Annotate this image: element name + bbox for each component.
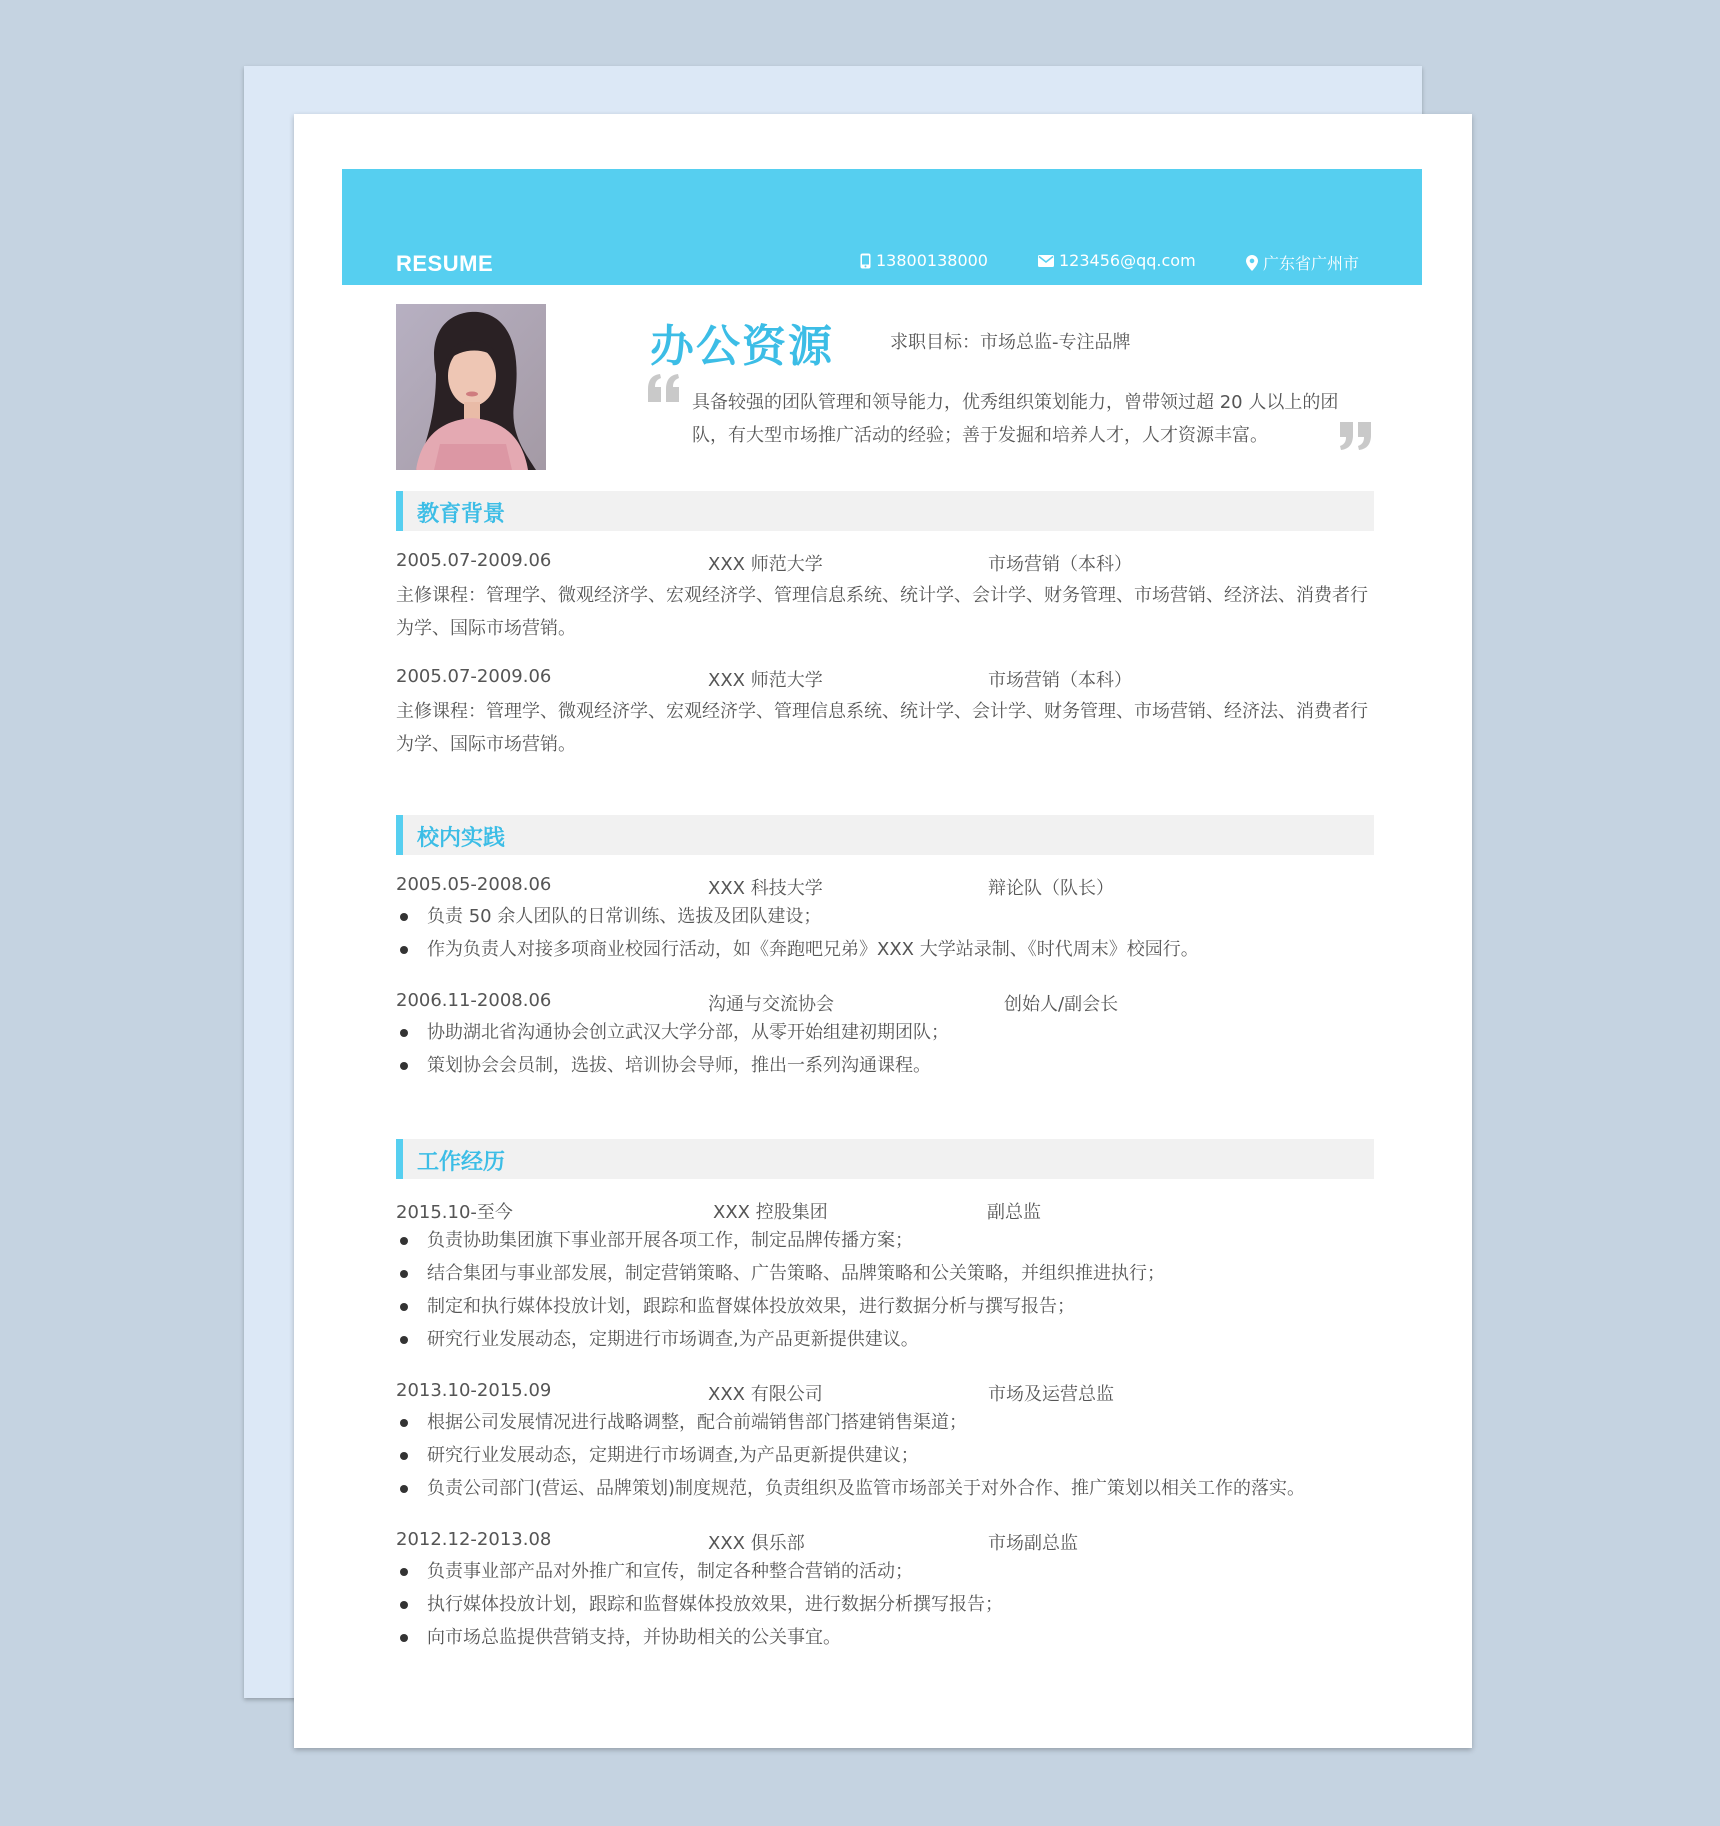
entry-org: 沟通与交流协会	[708, 994, 834, 1015]
entry-period: 2005.07-2009.06	[396, 666, 552, 687]
entry-period: 2015.10-至今	[396, 1202, 513, 1223]
location-text: 广东省广州市	[1263, 254, 1360, 273]
education-entry-1	[396, 550, 1376, 576]
campus-duties-2	[396, 1016, 1376, 1082]
job-objective: 求职目标：市场总监-专注品牌	[890, 332, 1131, 353]
entry-role: 创始人/副会长	[1004, 994, 1119, 1015]
work-entry-1	[396, 1198, 1376, 1224]
list-item: 作为负责人对接多项商业校园行活动，如《奔跑吧兄弟》XXX 大学站录制、《时代周末》校园行。	[396, 933, 1376, 966]
entry-company: XXX 控股集团	[713, 1202, 828, 1223]
campus-duties-1	[396, 900, 1376, 966]
work-entry-2	[396, 1380, 1376, 1406]
resume-label: RESUME	[396, 251, 494, 276]
list-item: 负责公司部门(营运、品牌策划)制度规范，负责组织及监管市场部关于对外合作、推广策划以相关工作的落实。	[396, 1472, 1376, 1505]
work-duties-2	[396, 1406, 1376, 1505]
list-item: 向市场总监提供营销支持，并协助相关的公关事宜。	[396, 1621, 1376, 1654]
location-pin-icon	[1246, 255, 1258, 271]
entry-company: XXX 有限公司	[708, 1384, 823, 1405]
entry-company: XXX 俱乐部	[708, 1533, 805, 1554]
list-item: 协助湖北省沟通协会创立武汉大学分部，从零开始组建初期团队；	[396, 1016, 1376, 1049]
list-item: 负责事业部产品对外推广和宣传，制定各种整合营销的活动；	[396, 1555, 1376, 1588]
campus-entry-2	[396, 990, 1376, 1016]
profile-summary: 具备较强的团队管理和领导能力，优秀组织策划能力，曾带领过超 20 人以上的团队，有大型市场推广活动的经验；善于发掘和培养人才，人才资源丰富。	[692, 392, 1339, 446]
contact-email	[1038, 251, 1196, 270]
list-item: 策划协会会员制，选拔、培训协会导师，推出一系列沟通课程。	[396, 1049, 1376, 1082]
section-title: 教育背景	[417, 502, 506, 527]
entry-school: XXX 师范大学	[708, 554, 823, 575]
quote-open-icon	[648, 374, 680, 402]
list-item: 负责协助集团旗下事业部开展各项工作，制定品牌传播方案；	[396, 1224, 1376, 1257]
list-item: 研究行业发展动态，定期进行市场调查,为产品更新提供建议；	[396, 1439, 1376, 1472]
list-item: 执行媒体投放计划，跟踪和监督媒体投放效果，进行数据分析撰写报告；	[396, 1588, 1376, 1621]
entry-major: 市场营销（本科）	[988, 670, 1132, 691]
phone-icon	[860, 253, 871, 269]
work-duties-1	[396, 1224, 1376, 1356]
email-text: 123456@qq.com	[1059, 251, 1196, 270]
list-item: 根据公司发展情况进行战略调整，配合前端销售部门搭建销售渠道；	[396, 1406, 1376, 1439]
list-item: 研究行业发展动态，定期进行市场调查,为产品更新提供建议。	[396, 1323, 1376, 1356]
section-title: 校内实践	[417, 826, 506, 851]
work-entry-3	[396, 1529, 1376, 1555]
list-item: 负责 50 余人团队的日常训练、选拔及团队建设；	[396, 900, 1376, 933]
resume-page	[294, 114, 1472, 1748]
section-accent-bar	[396, 815, 403, 855]
entry-role: 市场副总监	[988, 1533, 1078, 1554]
section-accent-bar	[396, 491, 403, 531]
header-banner	[342, 169, 1422, 285]
entry-period: 2005.05-2008.06	[396, 874, 552, 895]
entry-role: 市场及运营总监	[988, 1384, 1114, 1405]
entry-role: 副总监	[987, 1202, 1041, 1223]
contact-location	[1246, 251, 1359, 274]
entry-period: 2006.11-2008.06	[396, 990, 552, 1011]
entry-major: 市场营销（本科）	[988, 554, 1132, 575]
list-item: 结合集团与事业部发展，制定营销策略、广告策略、品牌策略和公关策略，并组织推进执行；	[396, 1257, 1376, 1290]
quote-close-icon	[1340, 422, 1372, 450]
work-duties-3	[396, 1555, 1376, 1654]
contact-phone	[860, 251, 988, 270]
entry-role: 辩论队（队长）	[988, 878, 1114, 899]
entry-school: XXX 师范大学	[708, 670, 823, 691]
candidate-name: 办公资源	[650, 321, 834, 372]
envelope-icon	[1038, 255, 1054, 267]
work-section-header	[396, 1139, 1374, 1179]
education-section-header	[396, 491, 1374, 531]
section-accent-bar	[396, 1139, 403, 1179]
entry-period: 2005.07-2009.06	[396, 550, 552, 571]
section-title: 工作经历	[417, 1150, 506, 1175]
profile-photo	[396, 304, 546, 470]
education-courses-1: 主修课程：管理学、微观经济学、宏观经济学、管理信息系统、统计学、会计学、财务管理、市场营销、经济法、消费者行为学、国际市场营销。	[396, 585, 1368, 639]
entry-period: 2013.10-2015.09	[396, 1380, 552, 1401]
education-courses-2: 主修课程：管理学、微观经济学、宏观经济学、管理信息系统、统计学、会计学、财务管理、市场营销、经济法、消费者行为学、国际市场营销。	[396, 701, 1368, 755]
list-item: 制定和执行媒体投放计划，跟踪和监督媒体投放效果，进行数据分析与撰写报告；	[396, 1290, 1376, 1323]
entry-org: XXX 科技大学	[708, 878, 823, 899]
phone-text: 13800138000	[876, 251, 988, 270]
campus-entry-1	[396, 874, 1376, 900]
campus-section-header	[396, 815, 1374, 855]
entry-period: 2012.12-2013.08	[396, 1529, 552, 1550]
education-entry-2	[396, 666, 1376, 692]
